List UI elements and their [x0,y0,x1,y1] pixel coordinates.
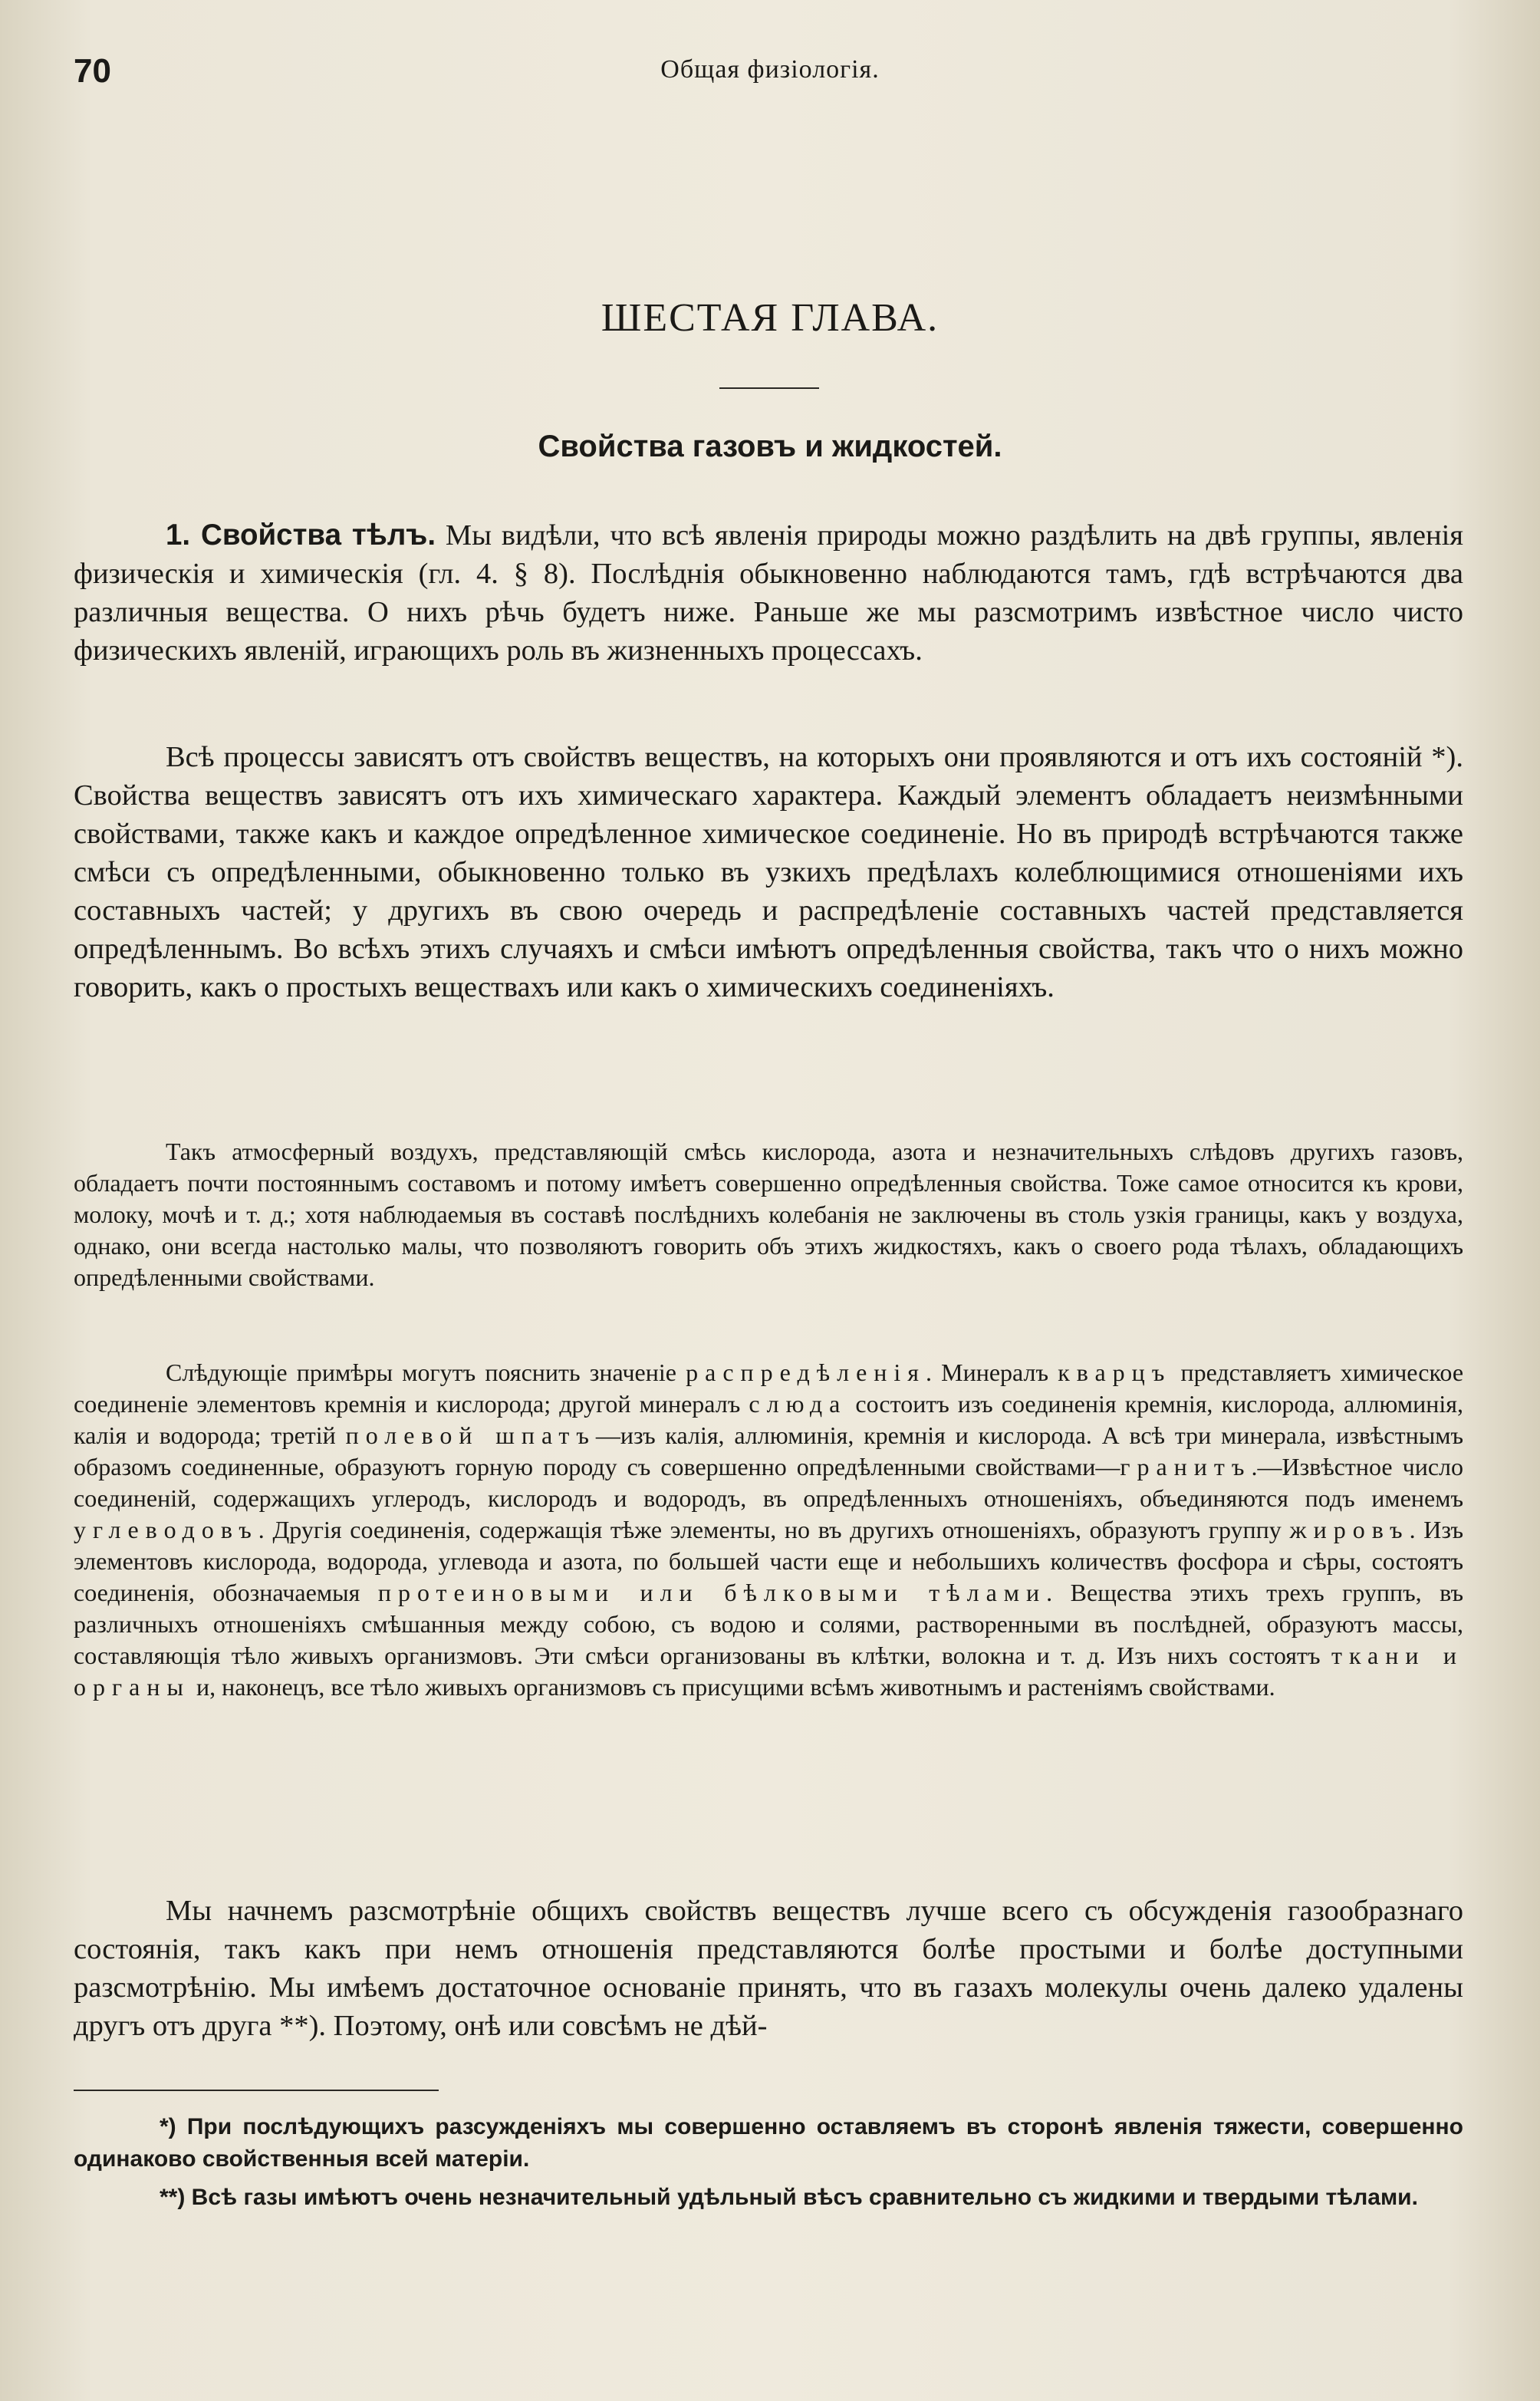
running-head [74,52,1466,98]
spaced-term: жировъ [1289,1516,1410,1543]
text-run: —изъ калiя, аллюминiя, кремнiя и кислорода. А всѣ три минерала, извѣстнымъ образомъ соединенные, образуютъ горную породу съ совершенно опредѣленными свойствами— [74,1421,1464,1480]
page-number: 70 [74,52,111,90]
spaced-term: углеводовъ [74,1516,258,1543]
paragraph-3: Такъ атмосферный воздухъ, представляющiй смѣсь кислорода, азота и незначительныхъ слѣдовъ другихъ газовъ, обладаетъ почти постояннымъ составомъ и потому имѣетъ совершенно опредѣленныя свойства. Тоже самое относится къ крови, молоку, мочѣ и т. д.; хотя наблюдаемыя въ составѣ послѣднихъ колебанiя не заключены въ столь узкiя границы, какъ у воздуха, однако, они всегда настолько малы, что позволяютъ говорить объ этихъ жидкостяхъ, какъ о своего рода тѣлахъ, обладающихъ опредѣленными свойствами. [74,1138,1463,1291]
spaced-term: кварцъ [1058,1359,1172,1386]
text-run: и, наконецъ, все тѣло живыхъ организмовъ съ присущими всѣмъ животнымъ и растенiямъ свойствами. [189,1673,1275,1701]
running-title: Общая физiологiя. [660,55,880,84]
paragraph-1 [74,516,1463,670]
paragraph-4 [74,1357,1463,1703]
text-run: . Вещества этихъ трехъ группъ, въ различныхъ отношенiяхъ смѣшанныя между собою, съ водою и солями, растворенными въ послѣдней, образуютъ массы, составляющiя тѣло живыхъ организмовъ. Эти смѣси организованы въ клѣтки, волокна и т. д. Изъ нихъ состоятъ [74,1579,1463,1669]
spaced-term: слюда [749,1390,847,1418]
spaced-term: протеиновыми или бѣлковыми тѣлами [377,1579,1047,1606]
paragraph-heading: 1. Свойства тѣлъ. [166,519,436,552]
spaced-term: распредѣленiя [686,1359,926,1386]
text-run: Слѣдующiе примѣры могутъ пояснить значенiе [166,1359,686,1386]
text-run: состоитъ изъ соединенiя кремнiя, кислорода, аллюминiя, калiя и водорода; третiй [74,1390,1464,1449]
paragraph-5: Мы начнемъ разсмотрѣнiе общихъ свойствъ веществъ лучше всего съ обсужденiя газообразнаго состоянiя, такъ какъ при немъ отношенiя представляются болѣе простыми и болѣе доступными разсмотрѣнiю. Мы имѣемъ достаточное основанiе принять, что въ газахъ молекулы очень далеко удалены другъ отъ друга **). Поэтому, онѣ или совсѣмъ не дѣй- [74,1895,1463,2042]
paragraph-1-text: Мы видѣли, что всѣ явленiя природы можно раздѣлить на двѣ группы, явленiя физическiя и химическiя (гл. 4. § 8). Послѣднiя обыкновенно наблюдаются тамъ, гдѣ встрѣчаются два различныя вещества. О нихъ рѣчь будетъ ниже. Раньше же мы разсмотримъ извѣстное число чисто физическихъ явленiй, играющихъ роль въ жизненныхъ процессахъ. [74,519,1463,667]
chapter-divider [719,387,819,389]
text-run: . Изъ элементовъ кислорода, водорода, углевода и азота, по большей части еще и небольшихъ количествъ фосфора и сѣры, состоятъ соединенiя, обозначаемыя [74,1516,1464,1606]
footnote-1: *) При послѣдующихъ разсужденiяхъ мы совершенно оставляемъ въ сторонѣ явленiя тяжести, совершенно одинаково свойственныя всей матерiи. [74,2114,1463,2172]
chapter-title: ШЕСТАЯ ГЛАВА. [601,296,939,340]
footnote-divider [74,2090,439,2091]
text-run: . Другiя соединенiя, содержащiя тѣже элементы, но въ другихъ отношенiяхъ, образуютъ группу [258,1516,1290,1543]
text-run: .—Извѣстное число соединенiй, содержащихъ углеродъ, кислородъ и водородъ, въ опредѣленныхъ отношенiяхъ, объединяются подъ именемъ [74,1453,1464,1512]
section-title: Свойства газовъ и жидкостей. [538,430,1002,463]
spaced-term: полевой шпатъ [345,1421,596,1449]
paragraph-2: Всѣ процессы зависятъ отъ свойствъ веществъ, на которыхъ они проявляются и отъ ихъ состоянiй *). Свойства веществъ зависятъ отъ ихъ химическаго характера. Каждый элементъ обладаетъ неизмѣнными свойствами, также какъ и каждое опредѣленное химическое соединенiе. Но въ природѣ встрѣчаются также смѣси съ опредѣленными, обыкновенно только въ узкихъ предѣлахъ колеблющимися отношенiями ихъ составныхъ частей; у другихъ въ свою очередь и распредѣленiе составныхъ частей представляется опредѣленнымъ. Во всѣхъ этихъ случаяхъ и смѣси имѣютъ опредѣленныя свойства, такъ что о нихъ можно говорить, какъ о простыхъ веществахъ или какъ о химическихъ соединенiяхъ. [74,741,1463,1003]
spaced-term: гранитъ [1120,1453,1252,1480]
spaced-term: ткани и органы [74,1642,1464,1701]
text-run: представляетъ химическое соединенiе элементовъ кремнiя и кислорода; другой минералъ [74,1359,1464,1418]
text-run: . Минералъ [926,1359,1058,1386]
footnote-2: **) Всѣ газы имѣютъ очень незначительный удѣльный вѣсъ сравнительно съ жидкими и твердыми тѣлами. [160,2185,1418,2210]
